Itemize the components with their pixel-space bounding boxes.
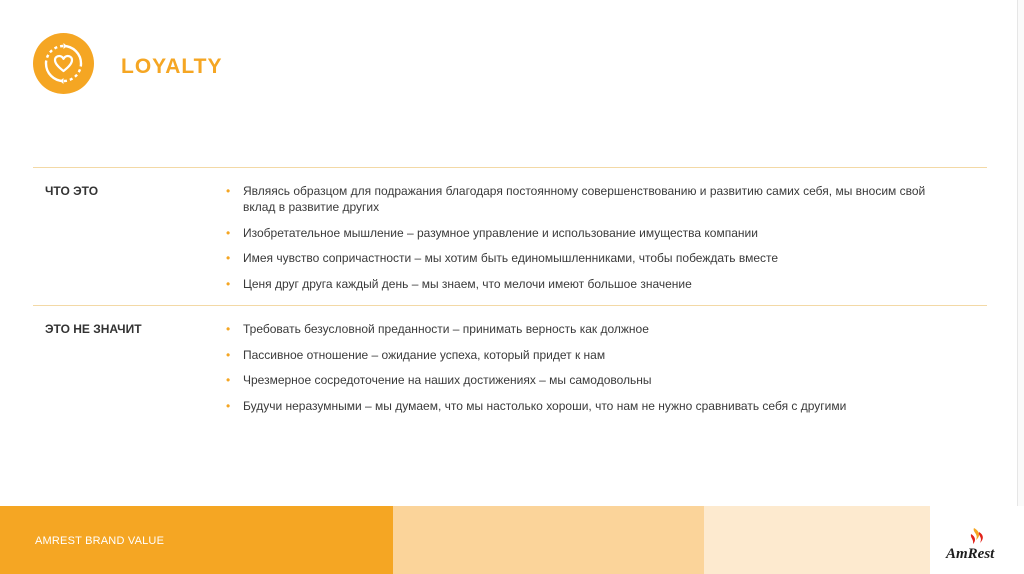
bullet-list-what-it-is-not [226,321,956,423]
bullet-icon: • [226,225,231,240]
amrest-flame-icon [946,526,986,548]
bullet-icon: • [226,347,231,362]
slide-edge [1017,0,1024,574]
bullet-icon: • [226,251,231,265]
heart-cycle-icon [33,33,94,94]
bullet-list-what-it-is [226,183,956,301]
list-item: • Чрезмерное сосредоточение на наших достижениях – мы самодовольны [226,373,652,387]
footer-block-cream [704,506,930,574]
list-item: • Ценя друг друга каждый день – мы знаем, что мелочи имеют большое значение [226,276,692,291]
list-item: • Имея чувство сопричастности – мы хотим быть единомышленниками, чтобы побеждать вместе [226,251,779,265]
footer-label: AMREST BRAND VALUE [35,535,165,547]
list-item: • Являясь образцом для подражания благодаря постоянному совершенствованию и развитию самих себя, мы вносим свой вклад в развитие других [226,184,926,214]
divider-middle [33,305,987,306]
bullet-icon: • [226,184,231,198]
page-title: LOYALTY [121,55,223,78]
list-item: • Будучи неразумными – мы думаем, что мы настолько хороши, что нам не нужно сравнивать себя с другими [226,398,847,413]
footer-block-light-orange [393,506,704,574]
bullet-icon: • [226,322,231,336]
section-label-what-it-is-not: ЭТО НЕ ЗНАЧИТ [45,322,142,336]
bullet-icon: • [226,373,231,387]
brand-logo-text: AmRest [946,546,995,562]
list-item: • Изобретательное мышление – разумное управление и использование имущества компании [226,225,758,240]
bullet-icon: • [226,398,231,413]
bullet-icon: • [226,276,231,291]
section-label-what-it-is: ЧТО ЭТО [45,184,99,198]
list-item: • Требовать безусловной преданности – принимать верность как должное [226,322,649,336]
list-item: • Пассивное отношение – ожидание успеха, который придет к нам [226,347,606,362]
footer-bar [0,506,1024,574]
loyalty-badge [33,33,94,94]
divider-top [33,167,987,168]
